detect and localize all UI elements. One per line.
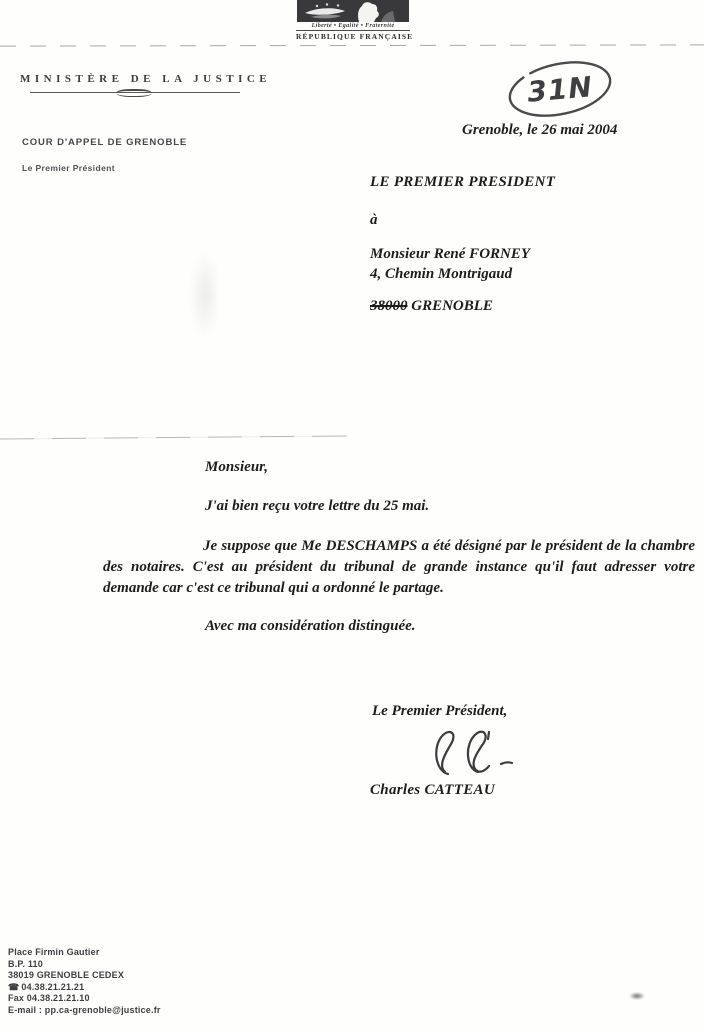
footer-street: Place Firmin Gautier	[8, 947, 100, 957]
recipient-street: 4, Chemin Montrigaud	[370, 266, 513, 282]
scan-artifact-line-middle	[0, 435, 348, 439]
republique-francaise-logo	[296, 0, 414, 41]
scan-smudge	[190, 250, 220, 340]
court-name: COUR D'APPEL DE GRENOBLE	[22, 137, 188, 148]
date-line: Grenoble, le 26 mai 2004	[462, 122, 618, 138]
scan-smudge	[629, 992, 645, 1000]
handwritten-signature	[423, 726, 535, 788]
to-word: à	[370, 212, 378, 228]
footer-phone-number: 04.38.21.21.21	[21, 981, 85, 992]
footer-email: E-mail : pp.ca-grenoble@justice.fr	[8, 1004, 161, 1015]
sender-title: LE PREMIER PRESIDENT	[370, 174, 556, 190]
republic-text: RÉPUBLIQUE FRANÇAISE	[296, 32, 414, 41]
recipient-city: GRENOBLE	[411, 298, 493, 314]
signatory-name: Charles CATTEAU	[370, 782, 495, 798]
marianne-emblem-icon	[297, 0, 409, 22]
footer-phone-line	[8, 982, 161, 994]
ministry-underline-squiggle	[116, 89, 152, 97]
recipient-city-line	[370, 296, 555, 316]
ministry-title: MINISTÈRE DE LA JUSTICE	[20, 73, 272, 85]
paragraph-main: Je suppose que Me DESCHAMPS a été désigné par le président de la chambre des notaires. C'est au président du tribunal de grande instance qu'il faut adresser votre demande car c'est ce tribunal qui a ordonné le partage.	[103, 538, 695, 596]
recipient-name: Monsieur René FORNEY	[370, 246, 531, 262]
addressee-block	[370, 172, 555, 316]
salutation: Monsieur,	[205, 459, 268, 475]
signature-title: Le Premier Président,	[372, 703, 508, 719]
office-title: Le Premier Président	[22, 163, 116, 173]
scan-artifact-line-top	[0, 44, 704, 46]
footer-po-box: B.P. 110	[8, 958, 43, 969]
motto-text: Liberté • Égalité • Fraternité	[311, 23, 395, 29]
footer-fax: Fax 04.38.21.21.10	[8, 993, 90, 1004]
recipient-postal-code: 38000	[370, 298, 408, 314]
handwritten-ref-text: 31N	[526, 70, 595, 109]
phone-icon: ☎	[8, 981, 20, 992]
closing-formula: Avec ma considération distinguée.	[205, 618, 416, 634]
paragraph-receipt: J'ai bien reçu votre lettre du 25 mai.	[205, 498, 430, 514]
handwritten-reference-stamp	[501, 52, 618, 126]
footer-address-block	[8, 947, 161, 1017]
footer-city: 38019 GRENOBLE CEDEX	[8, 970, 125, 981]
